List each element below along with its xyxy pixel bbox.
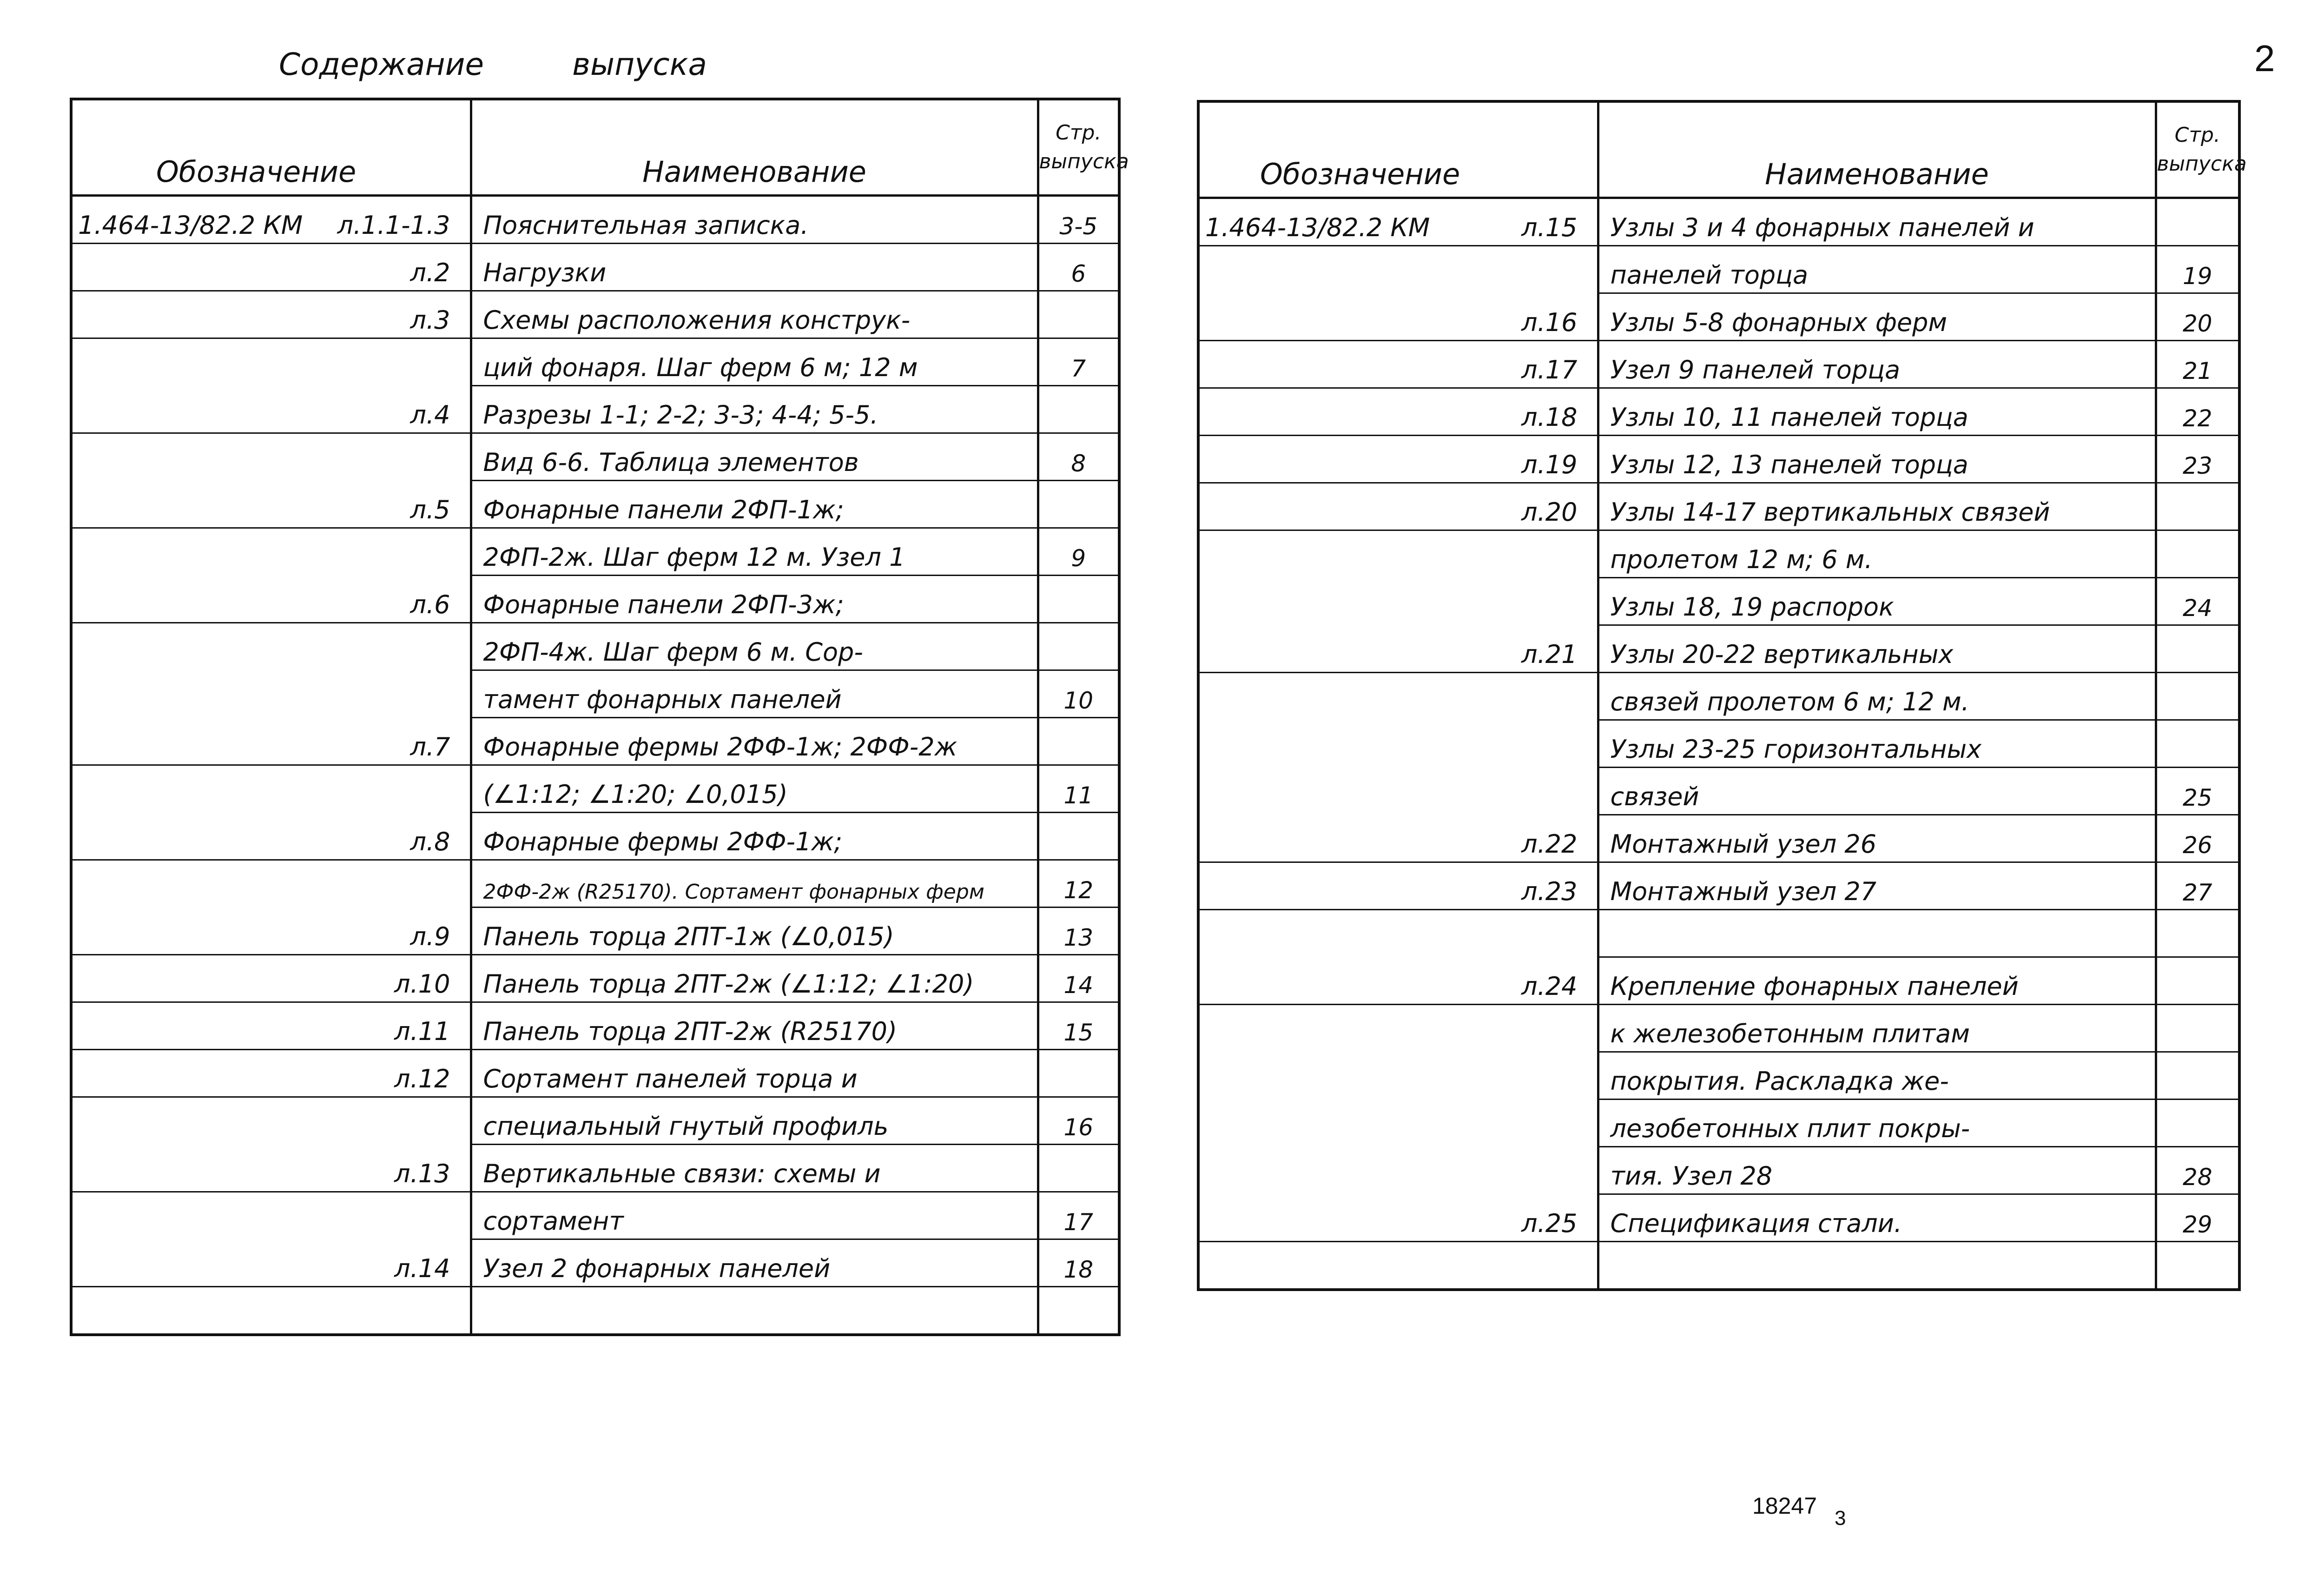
page-cell: 16 xyxy=(1038,1097,1119,1145)
page-cell: 12 xyxy=(1038,860,1119,908)
designation-wrap xyxy=(1205,640,1591,669)
page-cell xyxy=(1038,576,1119,623)
col-page-header-line1: Стр. xyxy=(1056,121,1102,145)
page-cell xyxy=(2156,483,2239,530)
col-name-header: Наименование xyxy=(471,99,1038,196)
page-cell xyxy=(2156,1005,2239,1052)
sheet-number: л.8 xyxy=(410,827,450,856)
footer-sub: 3 xyxy=(1834,1507,1846,1530)
sheet-number: л.19 xyxy=(1521,450,1578,479)
designation-wrap xyxy=(1205,877,1591,906)
page-cell xyxy=(2156,530,2239,578)
table-row xyxy=(71,433,1119,481)
sheet-number: л.22 xyxy=(1521,829,1578,859)
sheet-number: л.3 xyxy=(410,305,450,335)
page-cell xyxy=(2156,1100,2239,1147)
page-cell xyxy=(2156,1242,2239,1290)
name-cell: к железобетонным плитам xyxy=(1598,1005,2156,1052)
name-cell: Узлы 10, 11 панелей торца xyxy=(1598,388,2156,436)
page-cell: 28 xyxy=(2156,1147,2239,1194)
page-cell: 10 xyxy=(1038,670,1119,718)
designation-cell xyxy=(1198,1052,1598,1100)
sheet-number: л.9 xyxy=(410,922,450,951)
designation-cell xyxy=(1198,1100,1598,1147)
table-row xyxy=(1198,578,2239,625)
col-page-header xyxy=(2156,101,2247,198)
table-row xyxy=(71,955,1119,1002)
table-row xyxy=(71,576,1119,623)
page-cell xyxy=(1038,1287,1119,1335)
designation-wrap xyxy=(1205,829,1591,859)
table-row xyxy=(1198,1147,2239,1194)
name-cell: Фонарные фермы 2ФФ-1ж; 2ФФ-2ж xyxy=(471,718,1038,765)
designation-cell xyxy=(71,908,471,955)
table-row xyxy=(1198,483,2239,530)
designation-cell xyxy=(1198,341,1598,388)
designation-cell xyxy=(1198,246,1598,293)
page-cell xyxy=(2156,1052,2239,1100)
designation-wrap xyxy=(1205,355,1591,384)
page-cell xyxy=(2156,910,2239,957)
designation-cell xyxy=(1198,625,1598,673)
sheet-number: л.11 xyxy=(394,1017,450,1046)
name-cell: Фонарные панели 2ФП-3ж; xyxy=(471,576,1038,623)
col-page-header-line2: выпуска xyxy=(1039,150,1129,173)
sheet-number: л.14 xyxy=(394,1254,450,1283)
col-designation-header: Обозначение xyxy=(1198,101,1598,198)
designation-wrap xyxy=(78,969,464,999)
document-title xyxy=(279,46,707,82)
name-cell: 2ФФ-2ж (R25170). Сортамент фонарных ферм xyxy=(471,860,1038,908)
designation-wrap xyxy=(78,1064,464,1093)
footer-number: 18247 xyxy=(1752,1493,1817,1519)
designation-code: 1.464-13/82.2 КМ xyxy=(1205,213,1430,242)
page-cell: 20 xyxy=(2156,293,2239,341)
sheet-number: л.18 xyxy=(1521,403,1578,432)
designation-cell xyxy=(1198,1147,1598,1194)
designation-cell xyxy=(1198,768,1598,815)
name-cell: Фонарные фермы 2ФФ-1ж; xyxy=(471,813,1038,860)
sheet-number: л.4 xyxy=(410,400,450,430)
page-cell: 21 xyxy=(2156,341,2239,388)
name-cell: (∠1:12; ∠1:20; ∠0,015) xyxy=(471,765,1038,813)
footer-stamp xyxy=(1752,1492,1846,1530)
designation-cell xyxy=(71,623,471,670)
table-row xyxy=(1198,673,2239,720)
table-row xyxy=(1198,293,2239,341)
name-cell: Сортамент панелей торца и xyxy=(471,1050,1038,1097)
page-cell: 17 xyxy=(1038,1192,1119,1239)
name-cell: Узлы 14-17 вертикальных связей xyxy=(1598,483,2156,530)
sheet-number: л.2 xyxy=(410,258,450,287)
col-page-header-line2: выпуска xyxy=(2157,152,2247,176)
designation-cell xyxy=(71,718,471,765)
col-page-header-line1: Стр. xyxy=(2174,123,2220,147)
designation-cell xyxy=(1198,578,1598,625)
name-cell: Спецификация стали. xyxy=(1598,1194,2156,1242)
designation-cell xyxy=(71,386,471,433)
name-cell xyxy=(471,1287,1038,1335)
col-designation-header: Обозначение xyxy=(71,99,471,196)
name-cell: 2ФП-2ж. Шаг ферм 12 м. Узел 1 xyxy=(471,528,1038,576)
table-row xyxy=(71,291,1119,338)
name-cell: Разрезы 1-1; 2-2; 3-3; 4-4; 5-5. xyxy=(471,386,1038,433)
page-number: 2 xyxy=(2254,38,2275,79)
page-cell xyxy=(2156,673,2239,720)
designation-wrap xyxy=(78,1254,464,1283)
col-page-header xyxy=(1038,99,1129,196)
page-cell: 25 xyxy=(2156,768,2239,815)
table-row xyxy=(71,1287,1119,1335)
page-cell xyxy=(1038,386,1119,433)
designation-wrap xyxy=(78,590,464,619)
table-row xyxy=(71,765,1119,813)
designation-cell xyxy=(71,481,471,528)
table-row xyxy=(71,813,1119,860)
page-cell: 8 xyxy=(1038,433,1119,481)
page-cell xyxy=(1038,1145,1119,1192)
contents-body-right xyxy=(1198,198,2239,1290)
col-name-header: Наименование xyxy=(1598,101,2156,198)
name-cell: Узлы 20-22 вертикальных xyxy=(1598,625,2156,673)
name-cell: сортамент xyxy=(471,1192,1038,1239)
name-cell: связей xyxy=(1598,768,2156,815)
designation-cell xyxy=(71,1050,471,1097)
designation-cell xyxy=(1198,530,1598,578)
table-row xyxy=(71,718,1119,765)
page-cell: 7 xyxy=(1038,338,1119,386)
designation-cell xyxy=(1198,198,1598,246)
table-row xyxy=(1198,957,2239,1005)
page-cell: 11 xyxy=(1038,765,1119,813)
table-row xyxy=(71,338,1119,386)
table-row xyxy=(1198,625,2239,673)
designation-wrap xyxy=(78,1159,464,1188)
sheet-number: л.20 xyxy=(1521,497,1578,527)
designation-cell xyxy=(1198,1005,1598,1052)
table-row xyxy=(1198,910,2239,957)
contents-table-right xyxy=(1197,100,2247,1291)
title-word-1: Содержание xyxy=(279,46,484,82)
table-row xyxy=(1198,1005,2239,1052)
table-row xyxy=(1198,1194,2239,1242)
name-cell: Узлы 5-8 фонарных ферм xyxy=(1598,293,2156,341)
contents-body-left xyxy=(71,196,1119,1335)
page-cell: 15 xyxy=(1038,1002,1119,1050)
designation-code: 1.464-13/82.2 КМ xyxy=(78,211,303,240)
title-word-2: выпуска xyxy=(572,46,707,82)
designation-wrap xyxy=(1205,972,1591,1001)
designation-cell xyxy=(71,1002,471,1050)
table-row xyxy=(71,528,1119,576)
page-cell xyxy=(1038,481,1119,528)
page-cell: 22 xyxy=(2156,388,2239,436)
sheet-number: л.5 xyxy=(410,495,450,524)
table-row xyxy=(1198,530,2239,578)
page-cell xyxy=(1038,623,1119,670)
sheet-number: л.17 xyxy=(1521,355,1578,384)
table-row xyxy=(71,1050,1119,1097)
designation-cell xyxy=(71,765,471,813)
designation-cell xyxy=(1198,673,1598,720)
designation-cell xyxy=(1198,293,1598,341)
page-cell xyxy=(1038,813,1119,860)
designation-cell xyxy=(1198,720,1598,768)
designation-cell xyxy=(71,860,471,908)
name-cell: Вид 6-6. Таблица элементов xyxy=(471,433,1038,481)
name-cell: Крепление фонарных панелей xyxy=(1598,957,2156,1005)
table-row xyxy=(1198,436,2239,483)
designation-cell xyxy=(71,1192,471,1239)
name-cell: Монтажный узел 26 xyxy=(1598,815,2156,862)
table-row xyxy=(71,1002,1119,1050)
designation-cell xyxy=(71,813,471,860)
name-cell: Панель торца 2ПТ-1ж (∠0,015) xyxy=(471,908,1038,955)
page-cell: 9 xyxy=(1038,528,1119,576)
page-cell xyxy=(2156,957,2239,1005)
table-row xyxy=(71,1097,1119,1145)
page-cell: 14 xyxy=(1038,955,1119,1002)
name-cell: тия. Узел 28 xyxy=(1598,1147,2156,1194)
table-row xyxy=(1198,198,2239,246)
table-row xyxy=(71,908,1119,955)
designation-wrap xyxy=(78,827,464,856)
table-row xyxy=(1198,1242,2239,1290)
designation-wrap xyxy=(78,211,464,240)
table-row xyxy=(1198,1052,2239,1100)
page-cell xyxy=(1038,291,1119,338)
page-cell: 13 xyxy=(1038,908,1119,955)
page-cell: 26 xyxy=(2156,815,2239,862)
page-cell: 19 xyxy=(2156,246,2239,293)
designation-cell xyxy=(1198,1242,1598,1290)
designation-cell xyxy=(71,1097,471,1145)
name-cell: пролетом 12 м; 6 м. xyxy=(1598,530,2156,578)
designation-cell xyxy=(71,1239,471,1287)
page-cell xyxy=(1038,1050,1119,1097)
name-cell: Узлы 23-25 горизонтальных xyxy=(1598,720,2156,768)
designation-wrap xyxy=(78,400,464,430)
page-cell: 3-5 xyxy=(1038,196,1119,244)
page-cell: 27 xyxy=(2156,862,2239,910)
sheet-number: л.16 xyxy=(1521,308,1578,337)
table-row xyxy=(1198,862,2239,910)
name-cell xyxy=(1598,1242,2156,1290)
name-cell: Узлы 18, 19 распорок xyxy=(1598,578,2156,625)
designation-cell xyxy=(1198,862,1598,910)
name-cell: Панель торца 2ПТ-2ж (∠1:12; ∠1:20) xyxy=(471,955,1038,1002)
page-cell xyxy=(2156,625,2239,673)
designation-cell xyxy=(1198,388,1598,436)
sheet-number: л.25 xyxy=(1521,1209,1578,1238)
sheet-number: л.12 xyxy=(394,1064,450,1093)
designation-wrap xyxy=(1205,308,1591,337)
designation-cell xyxy=(1198,1194,1598,1242)
sheet-number: л.23 xyxy=(1521,877,1578,906)
designation-cell xyxy=(71,291,471,338)
name-cell: Вертикальные связи: схемы и xyxy=(471,1145,1038,1192)
designation-wrap xyxy=(78,922,464,951)
designation-cell xyxy=(71,670,471,718)
sheet-number: л.15 xyxy=(1521,213,1578,242)
name-cell: Узлы 12, 13 панелей торца xyxy=(1598,436,2156,483)
table-row xyxy=(71,1145,1119,1192)
table-row xyxy=(1198,815,2239,862)
designation-cell xyxy=(1198,815,1598,862)
table-row xyxy=(71,860,1119,908)
name-cell: Нагрузки xyxy=(471,244,1038,291)
designation-wrap xyxy=(78,495,464,524)
table-row xyxy=(1198,388,2239,436)
designation-cell xyxy=(71,244,471,291)
name-cell xyxy=(1598,910,2156,957)
table-row xyxy=(1198,1100,2239,1147)
name-cell: Узел 2 фонарных панелей xyxy=(471,1239,1038,1287)
name-cell: панелей торца xyxy=(1598,246,2156,293)
sheet-number: л.1.1-1.3 xyxy=(337,211,450,240)
table-row xyxy=(1198,720,2239,768)
page-cell: 24 xyxy=(2156,578,2239,625)
designation-cell xyxy=(71,1145,471,1192)
name-cell: Схемы расположения конструк- xyxy=(471,291,1038,338)
name-cell: 2ФП-4ж. Шаг ферм 6 м. Сор- xyxy=(471,623,1038,670)
sheet-number: л.24 xyxy=(1521,972,1578,1001)
name-cell: Узел 9 панелей торца xyxy=(1598,341,2156,388)
designation-cell xyxy=(1198,436,1598,483)
table-row xyxy=(71,1239,1119,1287)
page-cell xyxy=(2156,198,2239,246)
designation-cell xyxy=(1198,957,1598,1005)
sheet-number: л.21 xyxy=(1521,640,1578,669)
name-cell: ций фонаря. Шаг ферм 6 м; 12 м xyxy=(471,338,1038,386)
name-cell: Узлы 3 и 4 фонарных панелей и xyxy=(1598,198,2156,246)
name-cell: лезобетонных плит покры- xyxy=(1598,1100,2156,1147)
table-row xyxy=(71,670,1119,718)
sheet-number: л.13 xyxy=(394,1159,450,1188)
designation-wrap xyxy=(1205,213,1591,242)
page-cell: 18 xyxy=(1038,1239,1119,1287)
table-row xyxy=(71,386,1119,433)
designation-wrap xyxy=(1205,450,1591,479)
contents-table-left xyxy=(70,98,1129,1336)
table-row xyxy=(71,244,1119,291)
page-cell: 6 xyxy=(1038,244,1119,291)
name-cell: тамент фонарных панелей xyxy=(471,670,1038,718)
sheet-number: л.6 xyxy=(410,590,450,619)
table-row xyxy=(1198,768,2239,815)
designation-cell xyxy=(71,528,471,576)
table-row xyxy=(1198,341,2239,388)
page-cell xyxy=(1038,718,1119,765)
table-header-row xyxy=(71,99,1119,196)
name-cell: Панель торца 2ПТ-2ж (R25170) xyxy=(471,1002,1038,1050)
designation-wrap xyxy=(1205,497,1591,527)
designation-wrap xyxy=(1205,403,1591,432)
designation-cell xyxy=(71,1287,471,1335)
sheet-number: л.10 xyxy=(394,969,450,999)
name-cell: Фонарные панели 2ФП-1ж; xyxy=(471,481,1038,528)
designation-wrap xyxy=(1205,1209,1591,1238)
name-cell: специальный гнутый профиль xyxy=(471,1097,1038,1145)
page-cell xyxy=(2156,720,2239,768)
page-cell: 29 xyxy=(2156,1194,2239,1242)
designation-cell xyxy=(71,433,471,481)
designation-cell xyxy=(71,576,471,623)
table-row xyxy=(71,623,1119,670)
designation-wrap xyxy=(78,258,464,287)
name-cell: покрытия. Раскладка же- xyxy=(1598,1052,2156,1100)
page-cell: 23 xyxy=(2156,436,2239,483)
table-row xyxy=(1198,246,2239,293)
table-row xyxy=(71,481,1119,528)
sheet-number: л.7 xyxy=(410,732,450,762)
table-row xyxy=(71,1192,1119,1239)
designation-cell xyxy=(71,196,471,244)
designation-cell xyxy=(71,955,471,1002)
designation-cell xyxy=(1198,483,1598,530)
designation-cell xyxy=(71,338,471,386)
table-row xyxy=(71,196,1119,244)
designation-wrap xyxy=(78,305,464,335)
name-cell: Монтажный узел 27 xyxy=(1598,862,2156,910)
designation-wrap xyxy=(78,1017,464,1046)
designation-cell xyxy=(1198,910,1598,957)
name-cell: связей пролетом 6 м; 12 м. xyxy=(1598,673,2156,720)
table-header-row xyxy=(1198,101,2239,198)
name-cell: Пояснительная записка. xyxy=(471,196,1038,244)
designation-wrap xyxy=(78,732,464,762)
